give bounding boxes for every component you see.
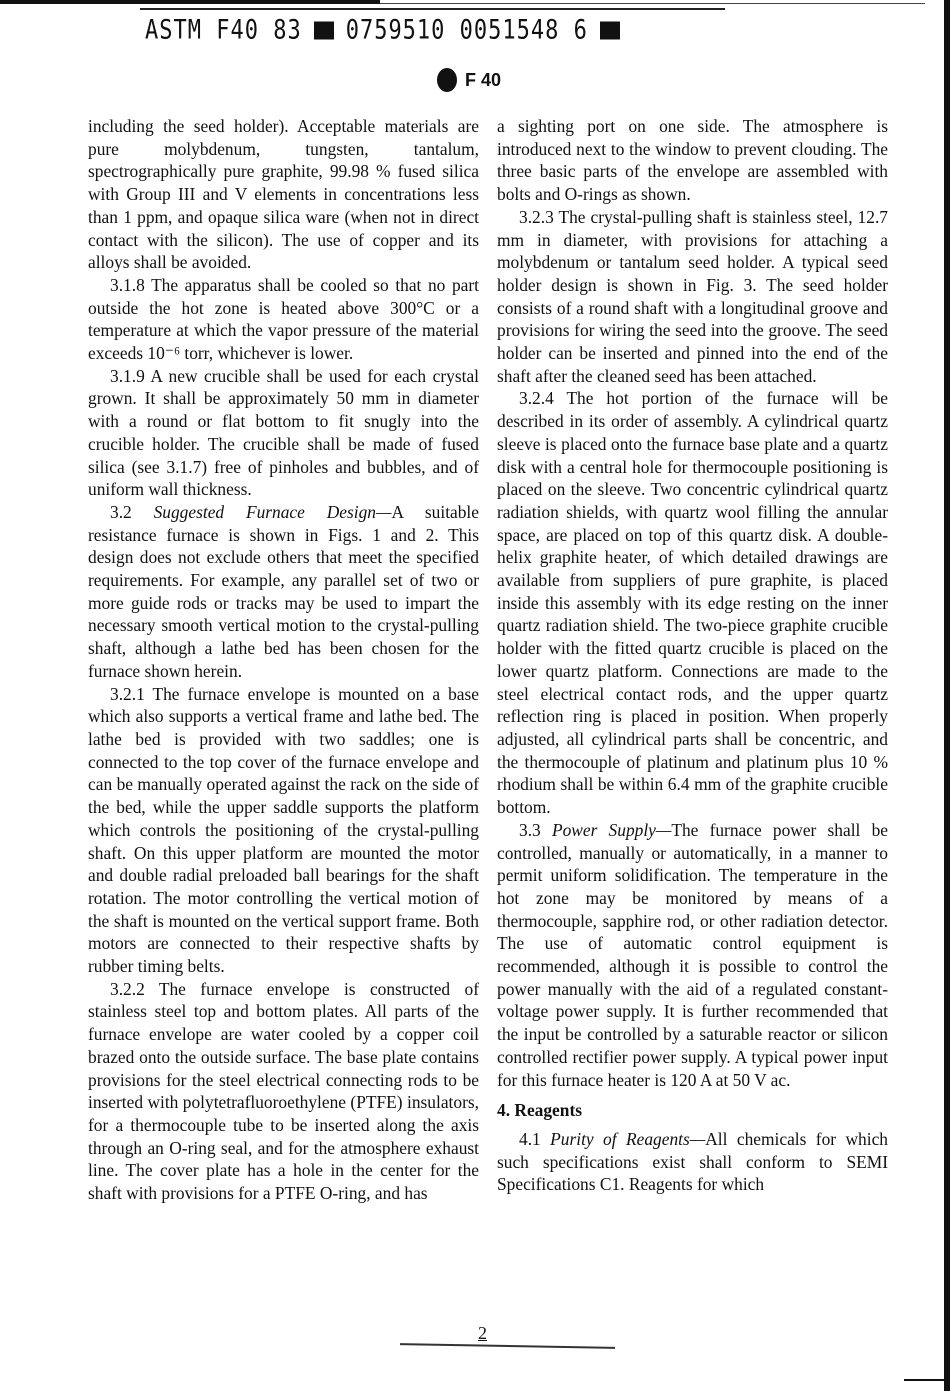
paragraph — [88, 683, 479, 978]
paragraph-title: Purity of Reagents— — [550, 1128, 706, 1149]
scan-right-edge — [944, 0, 950, 1391]
paragraph — [497, 819, 888, 1091]
paragraph — [497, 115, 888, 206]
paragraph — [88, 365, 479, 501]
designation — [437, 68, 501, 92]
footer-rule — [400, 1343, 615, 1349]
paragraph-text: The apparatus shall be cooled so that no part outside the hot zone is heated above 300°C or a temperature at which the vapor pressure of the material exceeds 10⁻⁶ torr, whichever is lower. — [88, 274, 479, 364]
barcode-block-icon — [314, 22, 334, 40]
paragraph — [88, 978, 479, 1205]
paragraph — [497, 206, 888, 388]
code-part: ASTM F40 83 — [145, 15, 302, 46]
paragraph-text: A suitable resistance furnace is shown in Figs. 1 and 2. This design does not exclude others that meet the specified requirements. For example, any parallel set of two or more guide rods or tracks may be used to impart the necessary smooth vertical motion to the crystal-pulling shaft, although a lathe bed has been chosen for the furnace shown herein. — [88, 501, 479, 681]
paragraph-text: The furnace envelope is mounted on a base which also supports a vertical frame and lathe bed. The lathe bed is provided with two saddles; one is connected to the top cover of the furnace envelope and can be manually operated against the rack on the side of the bed, while the upper saddle supports the platform which controls the positioning of the crystal-pulling shaft. On this upper platform are mounted the motor and double radial preloaded ball bearings for the shaft rotation. The motor controlling the vertical motion of the shaft is mounted on the vertical support frame. Both motors are connected to their respective shafts by rubber timing belts. — [88, 683, 479, 977]
designation-text: F 40 — [465, 69, 502, 90]
paragraph-text: The furnace power shall be controlled, manually or automatically, in a manner to permit uniform solidification. The temperature in the hot zone may be monitored by means of a thermocouple, sapphire rod, or other radiation detector. The use of automatic control equipment is recommended, although it is possible to control the power manually with the aid of a regulated constant-voltage power supply. It is further recommended that the input be controlled by a saturable reactor or silicon controlled rectifier power supply. A typical power input for this furnace heater is 120 A at 50 V ac. — [497, 819, 888, 1090]
paragraph-number: 3.3 — [519, 819, 541, 840]
section-heading: 4. Reagents — [497, 1100, 583, 1121]
paragraph-text: A new crucible shall be used for each crystal grown. It shall be approximately 50 mm in diameter with a round or flat bottom to fit snugly into the crucible holder. The crucible shall be made of fused silica (see 3.1.7) free of pinholes and bubbles, and of uniform wall thickness. — [88, 365, 479, 500]
paragraph — [497, 1128, 888, 1196]
paragraph-title: Power Supply— — [551, 819, 672, 840]
paragraph — [88, 274, 479, 365]
right-column — [497, 115, 888, 1196]
paragraph — [497, 387, 888, 818]
astm-logo-icon — [437, 68, 457, 92]
paragraph — [88, 501, 479, 683]
paragraph-number: 3.1.8 — [110, 274, 145, 295]
paragraph-number: 3.1.9 — [110, 365, 145, 386]
paragraph-number: 3.2.4 — [519, 388, 554, 409]
paragraph-text: a sighting port on one side. The atmosphere is introduced next to the window to prevent clouding. The three basic parts of the envelope are assembled with bolts and O-rings as shown. — [497, 116, 888, 205]
paragraph — [88, 115, 479, 274]
paragraph-number: 4.1 — [519, 1128, 541, 1149]
paragraph-number: 3.2.3 — [519, 206, 554, 227]
paragraph-number: 3.2 — [110, 501, 132, 522]
paragraph-text: The furnace envelope is constructed of stainless steel top and bottom plates. All parts of the furnace envelope are water cooled by a copper coil brazed onto the outside surface. The base plate contains provisions for the steel electrical connecting rods to be inserted with polytetrafluoroethylene (PTFE) insulators, for a thermocouple tube to be inserted along the axis through an O-ring seal, and for the atmosphere exhaust line. The cover plate has a hole in the center for the shaft with provisions for a PTFE O-ring, and has — [88, 978, 479, 1204]
scan-top-bar — [0, 0, 380, 4]
left-column — [88, 115, 479, 1205]
document-code-header — [145, 15, 620, 45]
paragraph-text: The crystal-pulling shaft is stainless steel, 12.7 mm in diameter, with provisions for attaching a molybdenum or tantalum seed holder. A typical seed holder design is shown in Fig. 3. The seed holder consists of a round shaft with a longitudinal groove and provisions for wiring the seed into the groove. The seed holder can be inserted and pinned into the end of the shaft after the cleaned seed has been attached. — [497, 206, 888, 386]
paragraph-number: 3.2.2 — [110, 978, 145, 999]
barcode-block-icon — [600, 22, 620, 40]
paragraph-text: The hot portion of the furnace will be described in its order of assembly. A cylindrical quartz sleeve is placed onto the furnace base plate and a quartz disk with a central hole for thermocouple positioning is placed on the sleeve. Two concentric cylindrical quartz radiation shields, with quartz wool filling the annular space, are placed on top of this quartz disk. A double-helix graphite heater, of which detailed drawings are available from suppliers of pure graphite, is placed inside this assembly with its edge resting on the inner quartz radiation shield. The two-piece graphite crucible holder with the fitted quartz crucible is placed on the lower quartz platform. Connections are made to the steel electrical contact rods, and the upper quartz reflection ring is placed in position. When properly adjusted, all cylindrical parts shall be concentric, and the thermocouple of platinum and platinum plus 10 % rhodium shall be within 6.4 mm of the graphite crucible bottom. — [497, 388, 888, 818]
page-number: 2 — [478, 1323, 487, 1343]
header-rule — [140, 8, 725, 10]
paragraph-text: including the seed holder). Acceptable materials are pure molybdenum, tungsten, tantalum, spectrographically pure graphite, 99.98 % fused silica with Group III and V elements in concentrations less than 1 ppm, and opaque silica ware (when not in direct contact with the silicon). The use of copper and its alloys shall be avoided. — [88, 116, 479, 273]
paragraph-number: 3.2.1 — [110, 683, 145, 704]
paragraph-title: Suggested Furnace Design— — [153, 501, 392, 522]
paragraph-text: All chemicals for which such specifications exist shall conform to SEMI Specifications C1. Reagents for which — [497, 1128, 888, 1195]
scan-corner-mark — [904, 1379, 944, 1381]
code-part: 0759510 0051548 6 — [345, 15, 588, 46]
